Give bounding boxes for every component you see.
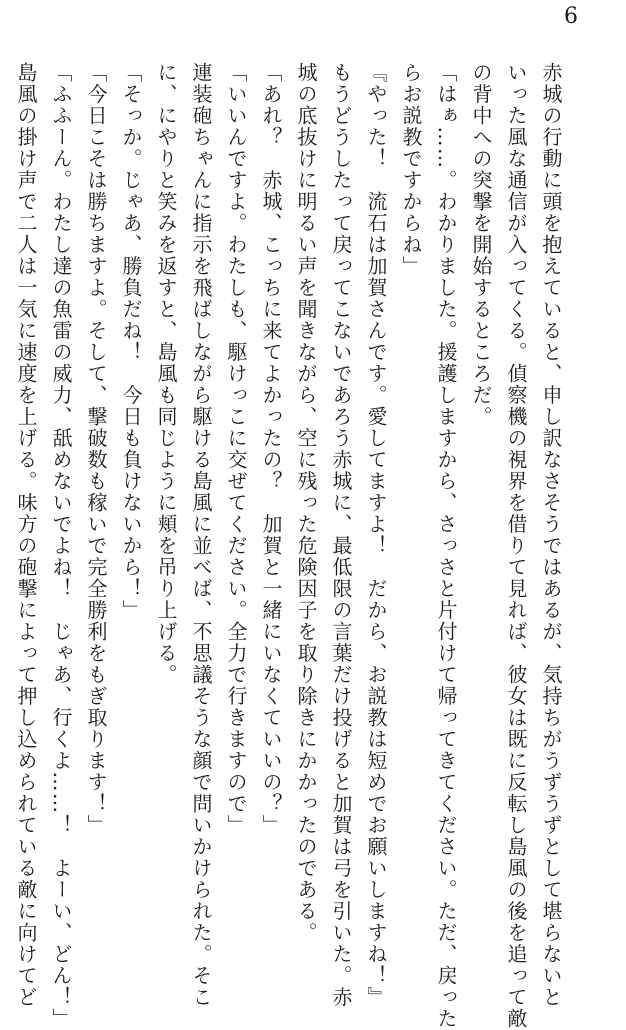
text-line: 「はぁ……。わかりました。援護しますから、さっさと片付けて帰ってきてください。ただ、戻った <box>434 62 458 1030</box>
page-number: 6 <box>564 4 578 29</box>
novel-text-body <box>14 62 564 1030</box>
text-line: 赤城の行動に頭を抱えていると、申し訳なさそうではあるが、気持ちがうずうずとして堪らないと <box>539 62 563 1008</box>
text-line: 城の底抜けに明るい声を聞きながら、空に残った危険因子を取り除きにかかったのである。 <box>294 62 318 944</box>
text-line: 「今日こそは勝ちますよ。そして、撃破数も稼いで完全勝利をもぎ取ります！」 <box>84 62 108 836</box>
text-line: 連装砲ちゃんに指示を飛ばしながら駆ける島風に並べば、不思議そうな顔で問いかけられた。そこ <box>189 62 213 1008</box>
text-line: 島風の掛け声で二人は一気に速度を上げる。味方の砲撃によって押し込められている敵に向けてど <box>14 62 38 1008</box>
text-line: もうどうしたって戻ってこないであろう赤城に、最低限の言葉だけ投げると加賀は弓を引いた。赤 <box>329 62 353 1008</box>
text-line: いった風な通信が入ってくる。偵察機の視界を借りて見れば、彼女は既に反転し島風の後を追って敵 <box>504 62 528 1030</box>
text-line: 「あれ？ 赤城、こっちに来てよかったの？ 加賀と一緒にいなくていいの？」 <box>259 62 283 836</box>
text-line: に、にやりと笑みを返すと、島風も同じように頬を吊り上げる。 <box>154 62 178 686</box>
text-line: 『やった！ 流石は加賀さんです。愛してますよ！ だから、お説教は短めでお願いしますね！』 <box>364 62 388 1008</box>
text-line: 「ふふーん。わたし達の魚雷の威力、舐めないでよね！ じゃあ、行くよ……！ よーい、どん！」 <box>49 62 73 1030</box>
text-line: らお説教ですからね」 <box>399 62 423 277</box>
text-line: 「そっか。じゃあ、勝負だね！ 今日も負けないから！」 <box>119 62 143 621</box>
text-line: の背中への突撃を開始するところだ。 <box>469 62 493 428</box>
text-line: 「いいんですよ。わたしも、駆けっこに交ぜてください。全力で行きますので」 <box>224 62 248 836</box>
